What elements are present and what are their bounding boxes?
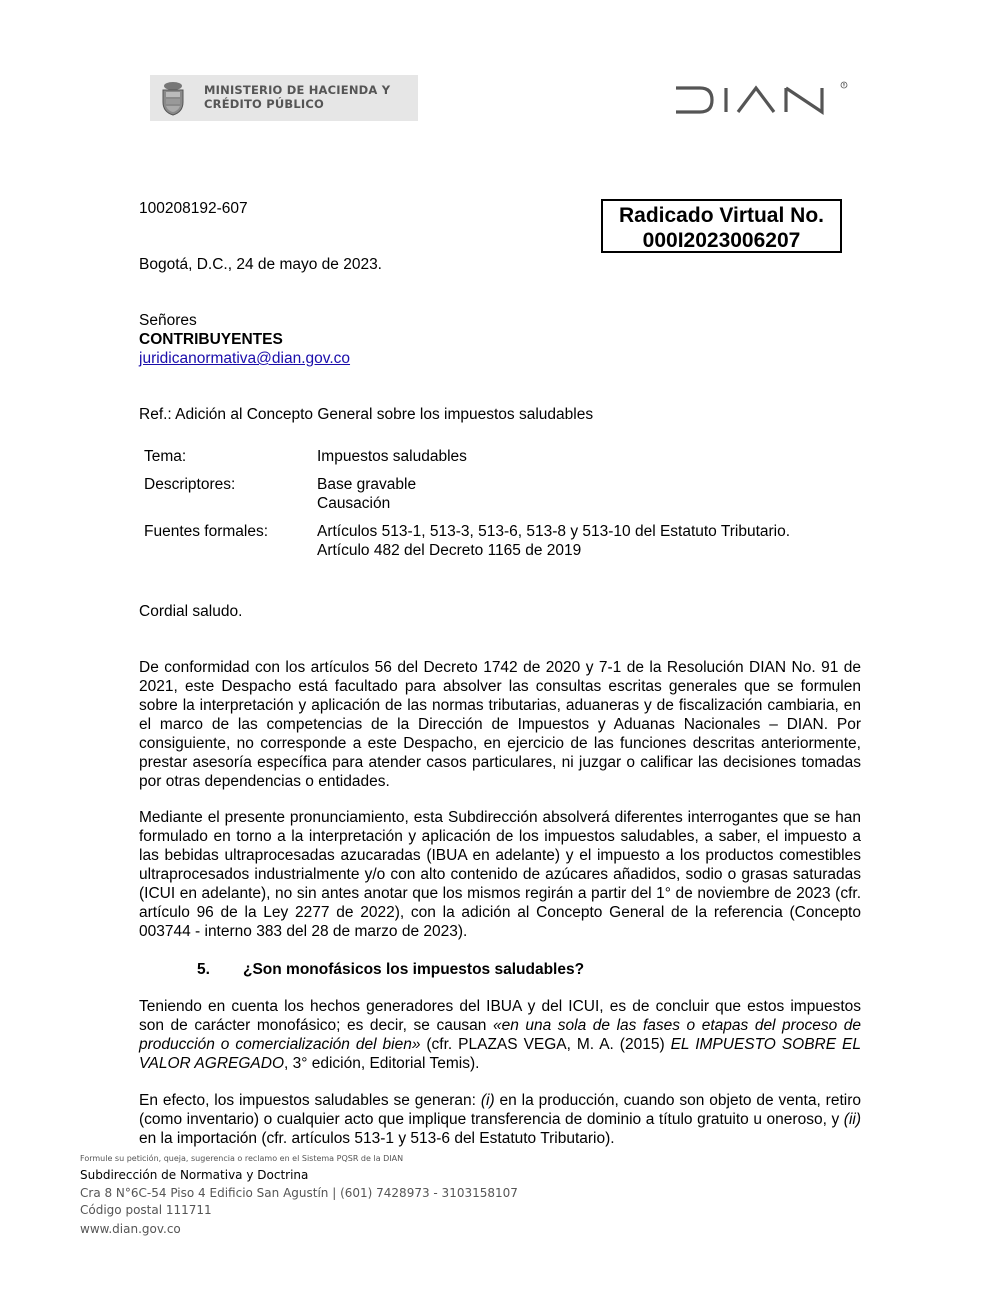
recipient-salutation: Señores [139, 312, 197, 329]
footer-office: Subdirección de Normativa y Doctrina [80, 1168, 309, 1182]
descriptores-label: Descriptores: [144, 476, 236, 493]
ministry-logo [150, 75, 418, 121]
coat-of-arms-icon [158, 80, 188, 116]
paragraph-competence: De conformidad con los artículos 56 del Decreto 1742 de 2020 y 7-1 de la Resolución DIAN No. 91 de 2021, este Despacho está facultado para absolver las consultas escritas generales que se formulen sobre la interpretación y aplicación de las normas tributarias, aduaneras y de fiscalización cambiaria, en el marco de las competencias de la Dirección de Impuestos y Aduanas Nacionales – DIAN. Por consiguiente, no corresponde a este Despacho, en ejercicio de las funciones descritas anteriormente, prestar asesoría específica para atender casos particulares, ni juzgar o calificar las decisiones tomadas por otras dependencias o entidades. [139, 659, 861, 790]
ministry-name [204, 83, 390, 111]
ministry-line-1: MINISTERIO DE HACIENDA Y [204, 83, 391, 97]
p3-italic-title: EL IMPUESTO SOBRE EL VALOR AGREGADO [139, 1036, 861, 1072]
fuentes-value-1: Artículos 513-1, 513-3, 513-6, 513-8 y 513-10 del Estatuto Tributario. [317, 523, 791, 540]
footer-website[interactable]: www.dian.gov.co [80, 1222, 181, 1236]
descriptores-value-1: Base gravable [317, 476, 417, 493]
tema-label: Tema: [144, 448, 187, 465]
radicado-number: 000I2023006207 [642, 229, 801, 252]
descriptores-value-2: Causación [317, 495, 391, 512]
footer-postal: Código postal 111711 [80, 1203, 212, 1217]
paragraph-generation [139, 1091, 861, 1148]
greeting: Cordial saludo. [139, 603, 243, 620]
radicado-label: Radicado Virtual No. [619, 204, 824, 227]
ministry-line-2: CRÉDITO PÚBLICO [204, 97, 324, 111]
footer-pqsr-note: Formule su petición, queja, sugerencia o reclamo en el Sistema PQSR de la DIAN [80, 1154, 404, 1163]
svg-text:R: R [842, 82, 846, 88]
radicado-box [601, 199, 842, 253]
paragraph-pronouncement: Mediante el presente pronunciamiento, esta Subdirección absolverá diferentes interrogantes que se han formulado en torno a la interpretación y aplicación de los impuestos saludables, a saber, el impuesto a las bebidas ultraprocesadas azucaradas (IBUA en adelante) y el impuesto a los productos comestibles ultraprocesados industrialmente y/o con alto contenido de azúcares añadidos, sodio o grasas saturadas (ICUI en adelante), no sin antes anotar que los mismos regirán a partir del 1° de noviembre de 2023 (cfr. artículo 96 de la Ley 2277 de 2022), con la adición al Concepto General de la referencia (Concepto 003744 - interno 383 del 28 de marzo de 2023). [139, 809, 861, 940]
fuentes-label: Fuentes formales: [144, 523, 269, 540]
date-line: Bogotá, D.C., 24 de mayo de 2023. [139, 256, 382, 273]
recipient-name: CONTRIBUYENTES [139, 331, 283, 348]
section-title: ¿Son monofásicos los impuestos saludables? [243, 961, 585, 978]
p3-italic-quote: «en una sola de las fases o etapas del proceso de producción o comercialización del bien» [139, 1017, 861, 1053]
footer-address: Cra 8 N°6C-54 Piso 4 Edificio San Agustín | (601) 7428973 - 3103158107 [80, 1186, 518, 1200]
fuentes-value-2: Artículo 482 del Decreto 1165 de 2019 [317, 542, 582, 559]
document-number: 100208192-607 [139, 200, 248, 217]
p3-text-1: Teniendo en cuenta los hechos generadores del IBUA y del ICUI, es de concluir que estos impuestos son de carácter monofásico; es decir, se causan [139, 998, 861, 1034]
p3-text-3: , 3° edición, Editorial Temis). [284, 1055, 480, 1072]
reference-line: Ref.: Adición al Concepto General sobre los impuestos saludables [139, 406, 594, 423]
p4-text-2: en la producción, cuando son objeto de venta, retiro (como inventario) o cualquier acto que implique transferencia de dominio a título gratuito u oneroso, y [139, 1092, 861, 1128]
p4-italic-i: (i) [480, 1092, 495, 1109]
recipient-email-link[interactable]: juridicanormativa@dian.gov.co [139, 350, 351, 367]
dian-logo [672, 80, 850, 120]
tema-value: Impuestos saludables [317, 448, 467, 465]
p4-text-1: En efecto, los impuestos saludables se generan: [139, 1092, 481, 1109]
paragraph-monophasic [139, 997, 861, 1073]
p4-text-3: en la importación (cfr. artículos 513-1 y 513-6 del Estatuto Tributario). [139, 1130, 615, 1147]
p3-text-2: (cfr. PLAZAS VEGA, M. A. (2015) [420, 1036, 671, 1053]
section-number: 5. [197, 961, 210, 978]
p4-italic-ii: (ii) [843, 1111, 861, 1128]
